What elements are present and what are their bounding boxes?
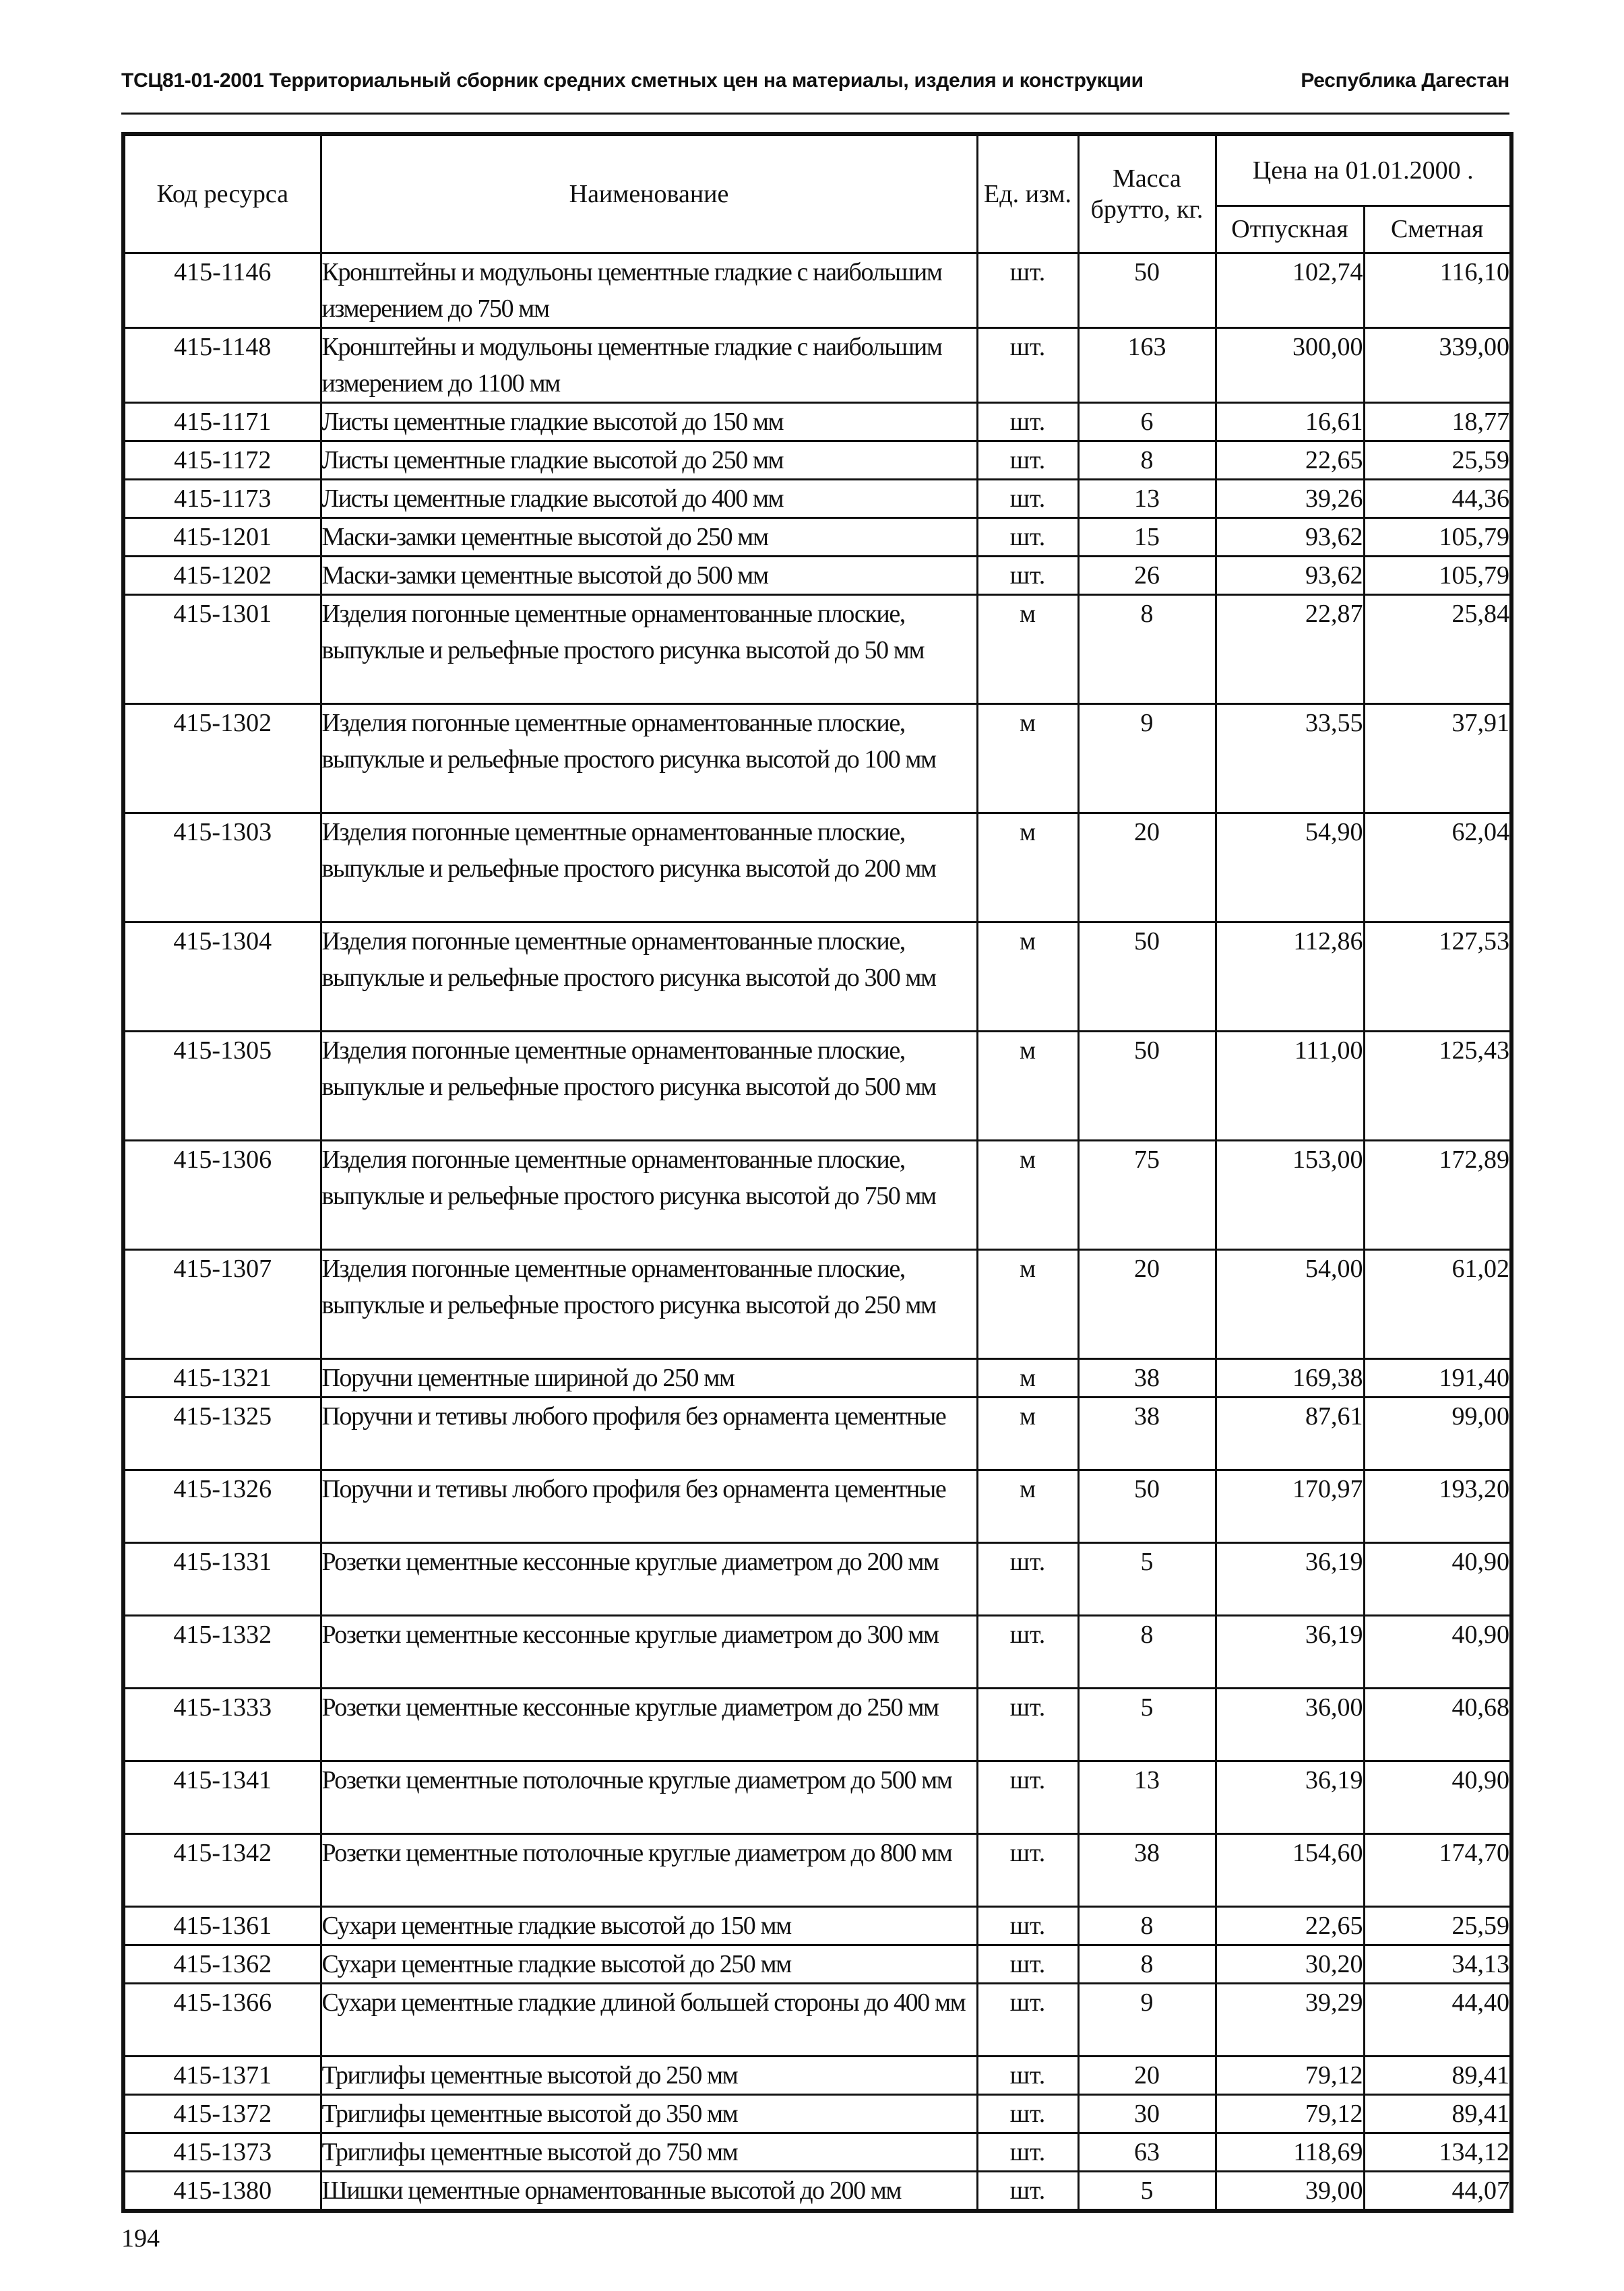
- row-release-price: 93,62: [1216, 556, 1364, 594]
- row-estimate-price: 37,91: [1364, 703, 1511, 813]
- row-unit: шт.: [977, 402, 1078, 441]
- row-name: Изделия погонные цементные орнаментованные плоские, выпуклые и рельефные простого рисунка высотой до 50 мм: [321, 594, 977, 703]
- row-unit: м: [977, 1397, 1078, 1470]
- row-unit: шт.: [977, 479, 1078, 517]
- row-mass: 30: [1078, 2094, 1216, 2133]
- row-code: 415-1148: [123, 327, 321, 402]
- table-row: [123, 556, 1511, 594]
- row-unit: шт.: [977, 1983, 1078, 2056]
- row-unit: шт.: [977, 2171, 1078, 2211]
- row-release-price: 22,65: [1216, 1906, 1364, 1945]
- row-code: 415-1301: [123, 594, 321, 703]
- row-code: 415-1146: [123, 253, 321, 327]
- row-name: Розетки цементные потолочные круглые диаметром до 500 мм: [321, 1761, 977, 1833]
- row-code: 415-1171: [123, 402, 321, 441]
- row-estimate-price: 193,20: [1364, 1470, 1511, 1542]
- row-estimate-price: 40,90: [1364, 1542, 1511, 1615]
- row-release-price: 79,12: [1216, 2056, 1364, 2094]
- row-unit: шт.: [977, 1761, 1078, 1833]
- row-estimate-price: 25,59: [1364, 441, 1511, 479]
- row-mass: 13: [1078, 1761, 1216, 1833]
- header-rule: [121, 113, 1509, 115]
- row-code: 415-1173: [123, 479, 321, 517]
- row-code: 415-1305: [123, 1031, 321, 1140]
- row-name: Изделия погонные цементные орнаментованные плоские, выпуклые и рельефные простого рисунка высотой до 250 мм: [321, 1249, 977, 1358]
- row-mass: 13: [1078, 479, 1216, 517]
- row-name: Триглифы цементные высотой до 750 мм: [321, 2133, 977, 2171]
- row-code: 415-1371: [123, 2056, 321, 2094]
- row-release-price: 39,29: [1216, 1983, 1364, 2056]
- row-release-price: 54,00: [1216, 1249, 1364, 1358]
- table-row: [123, 1906, 1511, 1945]
- row-code: 415-1306: [123, 1140, 321, 1249]
- row-estimate-price: 44,07: [1364, 2171, 1511, 2211]
- page-number: 194: [121, 2224, 160, 2253]
- table-row: [123, 2094, 1511, 2133]
- table-row: [123, 1615, 1511, 1688]
- row-mass: 63: [1078, 2133, 1216, 2171]
- row-release-price: 16,61: [1216, 402, 1364, 441]
- table-row: [123, 1688, 1511, 1761]
- row-release-price: 102,74: [1216, 253, 1364, 327]
- row-unit: шт.: [977, 2094, 1078, 2133]
- row-code: 415-1362: [123, 1945, 321, 1983]
- row-estimate-price: 99,00: [1364, 1397, 1511, 1470]
- row-name: Маски-замки цементные высотой до 500 мм: [321, 556, 977, 594]
- row-estimate-price: 134,12: [1364, 2133, 1511, 2171]
- table-row: [123, 594, 1511, 703]
- row-estimate-price: 61,02: [1364, 1249, 1511, 1358]
- row-release-price: 79,12: [1216, 2094, 1364, 2133]
- table-row: [123, 1470, 1511, 1542]
- region-name: Республика Дагестан: [1301, 69, 1509, 92]
- row-code: 415-1302: [123, 703, 321, 813]
- row-code: 415-1342: [123, 1833, 321, 1906]
- row-release-price: 39,26: [1216, 479, 1364, 517]
- row-estimate-price: 339,00: [1364, 327, 1511, 402]
- table-row: [123, 1833, 1511, 1906]
- row-mass: 20: [1078, 813, 1216, 922]
- row-name: Розетки цементные кессонные круглые диаметром до 250 мм: [321, 1688, 977, 1761]
- row-mass: 38: [1078, 1397, 1216, 1470]
- row-unit: шт.: [977, 1945, 1078, 1983]
- row-unit: м: [977, 813, 1078, 922]
- row-code: 415-1325: [123, 1397, 321, 1470]
- row-release-price: 39,00: [1216, 2171, 1364, 2211]
- row-release-price: 112,86: [1216, 922, 1364, 1031]
- row-estimate-price: 25,84: [1364, 594, 1511, 703]
- row-unit: м: [977, 1249, 1078, 1358]
- row-unit: м: [977, 922, 1078, 1031]
- row-mass: 5: [1078, 1542, 1216, 1615]
- row-estimate-price: 172,89: [1364, 1140, 1511, 1249]
- row-mass: 26: [1078, 556, 1216, 594]
- row-release-price: 30,20: [1216, 1945, 1364, 1983]
- row-mass: 50: [1078, 1031, 1216, 1140]
- row-unit: шт.: [977, 1906, 1078, 1945]
- row-estimate-price: 89,41: [1364, 2094, 1511, 2133]
- row-code: 415-1172: [123, 441, 321, 479]
- table-row: [123, 2133, 1511, 2171]
- row-estimate-price: 174,70: [1364, 1833, 1511, 1906]
- row-estimate-price: 105,79: [1364, 517, 1511, 556]
- row-mass: 8: [1078, 1615, 1216, 1688]
- row-name: Кронштейны и модульоны цементные гладкие с наибольшим измерением до 1100 мм: [321, 327, 977, 402]
- col-header-estimate-price: Сметная: [1364, 206, 1511, 253]
- row-code: 415-1307: [123, 1249, 321, 1358]
- row-release-price: 36,00: [1216, 1688, 1364, 1761]
- row-name: Изделия погонные цементные орнаментованные плоские, выпуклые и рельефные простого рисунка высотой до 750 мм: [321, 1140, 977, 1249]
- row-release-price: 22,87: [1216, 594, 1364, 703]
- table-row: [123, 1140, 1511, 1249]
- row-mass: 50: [1078, 253, 1216, 327]
- page-header: [121, 69, 1509, 103]
- row-unit: м: [977, 1031, 1078, 1140]
- row-code: 415-1372: [123, 2094, 321, 2133]
- row-estimate-price: 40,90: [1364, 1761, 1511, 1833]
- row-name: Листы цементные гладкие высотой до 400 мм: [321, 479, 977, 517]
- row-code: 415-1326: [123, 1470, 321, 1542]
- row-code: 415-1332: [123, 1615, 321, 1688]
- row-release-price: 36,19: [1216, 1761, 1364, 1833]
- row-code: 415-1331: [123, 1542, 321, 1615]
- row-release-price: 118,69: [1216, 2133, 1364, 2171]
- row-code: 415-1321: [123, 1358, 321, 1397]
- table-row: [123, 517, 1511, 556]
- row-unit: шт.: [977, 1615, 1078, 1688]
- row-name: Изделия погонные цементные орнаментованные плоские, выпуклые и рельефные простого рисунка высотой до 300 мм: [321, 922, 977, 1031]
- row-mass: 38: [1078, 1833, 1216, 1906]
- table-row: [123, 1249, 1511, 1358]
- row-mass: 163: [1078, 327, 1216, 402]
- col-header-name: Наименование: [321, 134, 977, 253]
- row-code: 415-1202: [123, 556, 321, 594]
- row-code: 415-1303: [123, 813, 321, 922]
- row-release-price: 33,55: [1216, 703, 1364, 813]
- row-code: 415-1201: [123, 517, 321, 556]
- row-name: Сухари цементные гладкие высотой до 250 мм: [321, 1945, 977, 1983]
- row-name: Листы цементные гладкие высотой до 150 мм: [321, 402, 977, 441]
- table-row: [123, 1397, 1511, 1470]
- row-estimate-price: 127,53: [1364, 922, 1511, 1031]
- row-code: 415-1304: [123, 922, 321, 1031]
- row-name: Триглифы цементные высотой до 250 мм: [321, 2056, 977, 2094]
- col-header-unit: Ед. изм.: [977, 134, 1078, 253]
- row-mass: 20: [1078, 2056, 1216, 2094]
- row-release-price: 36,19: [1216, 1615, 1364, 1688]
- row-code: 415-1366: [123, 1983, 321, 2056]
- table-row: [123, 1761, 1511, 1833]
- row-mass: 8: [1078, 1945, 1216, 1983]
- row-mass: 9: [1078, 703, 1216, 813]
- row-estimate-price: 125,43: [1364, 1031, 1511, 1140]
- row-unit: шт.: [977, 327, 1078, 402]
- row-estimate-price: 25,59: [1364, 1906, 1511, 1945]
- row-name: Розетки цементные кессонные круглые диаметром до 300 мм: [321, 1615, 977, 1688]
- table-row: [123, 2171, 1511, 2211]
- row-release-price: 154,60: [1216, 1833, 1364, 1906]
- row-estimate-price: 191,40: [1364, 1358, 1511, 1397]
- table-body: [123, 253, 1511, 2211]
- row-mass: 8: [1078, 1906, 1216, 1945]
- row-name: Розетки цементные кессонные круглые диаметром до 200 мм: [321, 1542, 977, 1615]
- row-estimate-price: 62,04: [1364, 813, 1511, 922]
- table-row: [123, 1983, 1511, 2056]
- row-unit: шт.: [977, 1833, 1078, 1906]
- table-row: [123, 253, 1511, 327]
- row-code: 415-1380: [123, 2171, 321, 2211]
- row-mass: 38: [1078, 1358, 1216, 1397]
- row-name: Изделия погонные цементные орнаментованные плоские, выпуклые и рельефные простого рисунка высотой до 500 мм: [321, 1031, 977, 1140]
- table-row: [123, 703, 1511, 813]
- row-release-price: 87,61: [1216, 1397, 1364, 1470]
- row-mass: 9: [1078, 1983, 1216, 2056]
- row-unit: м: [977, 1140, 1078, 1249]
- row-code: 415-1333: [123, 1688, 321, 1761]
- row-unit: шт.: [977, 556, 1078, 594]
- row-mass: 75: [1078, 1140, 1216, 1249]
- row-unit: шт.: [977, 517, 1078, 556]
- row-release-price: 22,65: [1216, 441, 1364, 479]
- row-estimate-price: 40,68: [1364, 1688, 1511, 1761]
- row-unit: м: [977, 1358, 1078, 1397]
- row-mass: 50: [1078, 922, 1216, 1031]
- col-header-mass: Масса брутто, кг.: [1078, 134, 1216, 253]
- row-unit: м: [977, 594, 1078, 703]
- row-mass: 20: [1078, 1249, 1216, 1358]
- row-name: Сухари цементные гладкие длиной большей стороны до 400 мм: [321, 1983, 977, 2056]
- row-release-price: 111,00: [1216, 1031, 1364, 1140]
- row-name: Изделия погонные цементные орнаментованные плоские, выпуклые и рельефные простого рисунка высотой до 100 мм: [321, 703, 977, 813]
- row-mass: 8: [1078, 594, 1216, 703]
- row-name: Поручни и тетивы любого профиля без орнамента цементные: [321, 1397, 977, 1470]
- row-code: 415-1361: [123, 1906, 321, 1945]
- row-mass: 5: [1078, 1688, 1216, 1761]
- table-row: [123, 441, 1511, 479]
- table-row: [123, 922, 1511, 1031]
- row-mass: 15: [1078, 517, 1216, 556]
- document-title: ТСЦ81-01-2001 Территориальный сборник средних сметных цен на материалы, изделия и конструкции: [121, 69, 1144, 92]
- row-name: Шишки цементные орнаментованные высотой до 200 мм: [321, 2171, 977, 2211]
- table-row: [123, 813, 1511, 922]
- row-unit: шт.: [977, 2056, 1078, 2094]
- row-release-price: 93,62: [1216, 517, 1364, 556]
- row-name: Поручни цементные шириной до 250 мм: [321, 1358, 977, 1397]
- table-row: [123, 1945, 1511, 1983]
- row-mass: 50: [1078, 1470, 1216, 1542]
- table-row: [123, 2056, 1511, 2094]
- price-table: [121, 132, 1513, 2213]
- row-release-price: 169,38: [1216, 1358, 1364, 1397]
- row-name: Розетки цементные потолочные круглые диаметром до 800 мм: [321, 1833, 977, 1906]
- row-estimate-price: 44,36: [1364, 479, 1511, 517]
- row-mass: 5: [1078, 2171, 1216, 2211]
- row-name: Кронштейны и модульоны цементные гладкие с наибольшим измерением до 750 мм: [321, 253, 977, 327]
- col-header-release-price: Отпускная: [1216, 206, 1364, 253]
- row-estimate-price: 105,79: [1364, 556, 1511, 594]
- row-estimate-price: 40,90: [1364, 1615, 1511, 1688]
- row-name: Поручни и тетивы любого профиля без орнамента цементные: [321, 1470, 977, 1542]
- row-estimate-price: 116,10: [1364, 253, 1511, 327]
- row-unit: шт.: [977, 2133, 1078, 2171]
- row-unit: шт.: [977, 253, 1078, 327]
- row-unit: шт.: [977, 441, 1078, 479]
- col-header-code: Код ресурса: [123, 134, 321, 253]
- row-release-price: 153,00: [1216, 1140, 1364, 1249]
- row-estimate-price: 89,41: [1364, 2056, 1511, 2094]
- row-mass: 8: [1078, 441, 1216, 479]
- table-row: [123, 479, 1511, 517]
- row-name: Листы цементные гладкие высотой до 250 мм: [321, 441, 977, 479]
- row-mass: 6: [1078, 402, 1216, 441]
- row-estimate-price: 34,13: [1364, 1945, 1511, 1983]
- row-name: Сухари цементные гладкие высотой до 150 мм: [321, 1906, 977, 1945]
- row-name: Триглифы цементные высотой до 350 мм: [321, 2094, 977, 2133]
- row-unit: шт.: [977, 1542, 1078, 1615]
- row-code: 415-1373: [123, 2133, 321, 2171]
- row-release-price: 54,90: [1216, 813, 1364, 922]
- table-row: [123, 327, 1511, 402]
- row-code: 415-1341: [123, 1761, 321, 1833]
- row-name: Маски-замки цементные высотой до 250 мм: [321, 517, 977, 556]
- table-row: [123, 1358, 1511, 1397]
- row-name: Изделия погонные цементные орнаментованные плоские, выпуклые и рельефные простого рисунка высотой до 200 мм: [321, 813, 977, 922]
- row-estimate-price: 18,77: [1364, 402, 1511, 441]
- col-header-price: Цена на 01.01.2000 .: [1216, 134, 1511, 206]
- row-release-price: 36,19: [1216, 1542, 1364, 1615]
- row-release-price: 300,00: [1216, 327, 1364, 402]
- row-unit: м: [977, 703, 1078, 813]
- row-unit: м: [977, 1470, 1078, 1542]
- row-release-price: 170,97: [1216, 1470, 1364, 1542]
- table-row: [123, 1031, 1511, 1140]
- row-estimate-price: 44,40: [1364, 1983, 1511, 2056]
- table-row: [123, 1542, 1511, 1615]
- row-unit: шт.: [977, 1688, 1078, 1761]
- table-row: [123, 402, 1511, 441]
